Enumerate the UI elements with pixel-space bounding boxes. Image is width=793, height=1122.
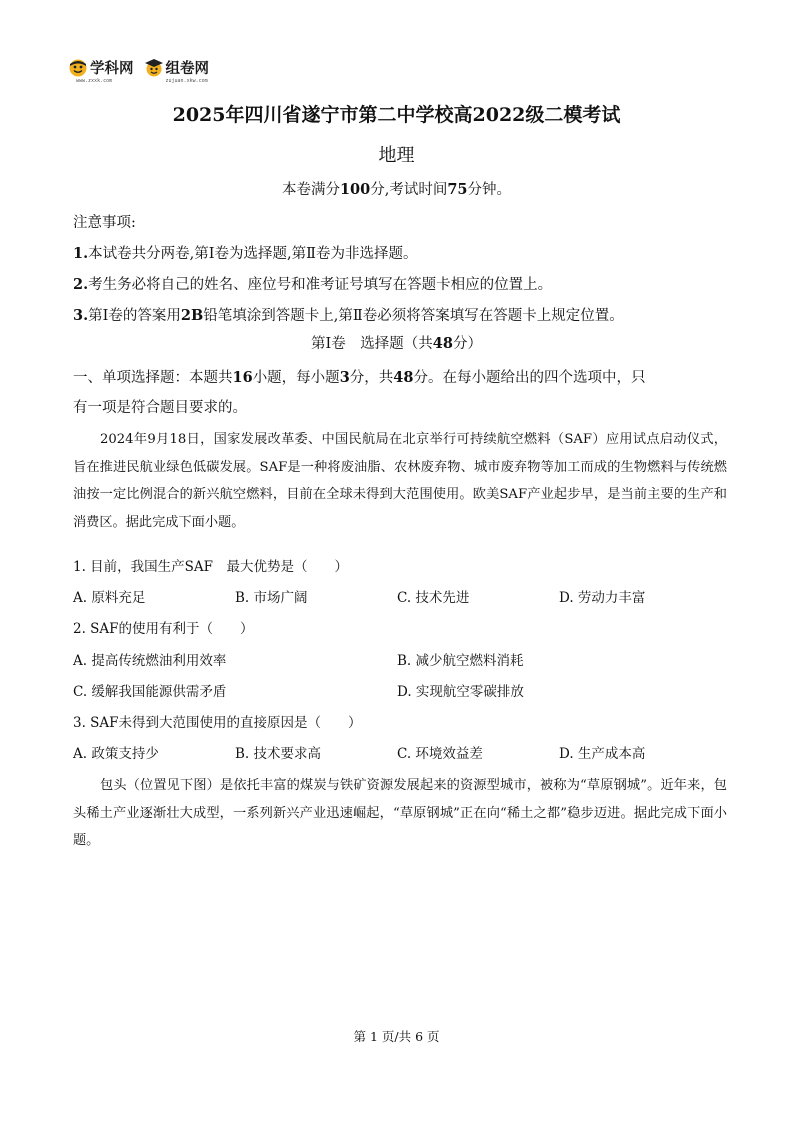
- q1-option-a[interactable]: A. 原料充足: [73, 590, 146, 606]
- note-text: 考生务必将自己的姓名、座位号和准考证号填写在答题卡相应的位置上。: [88, 277, 553, 293]
- instr-part: 一、单项选择题：本题共: [73, 370, 233, 386]
- q1-option-d[interactable]: D. 劳动力丰富: [559, 590, 646, 606]
- note-item-1: [73, 242, 417, 263]
- brand1-text: 学科网: [90, 60, 134, 77]
- note-text: 铅笔填涂到答题卡上,第Ⅱ卷必须将答案填写在答题卡上规定位置。: [203, 308, 624, 324]
- page-footer: 第 1 页/共 6 页: [353, 1029, 440, 1044]
- passage-saf-text: 2024年9月18日，国家发展改革委、中国民航局在北京举行可持续航空燃料（SAF）应用试点启动仪式，旨在推进民航业绿色低碳发展。SAF是一种将废油脂、农林废弃物、城市废弃物等加工而成的生物燃料与传统燃油按一定比例混合的新兴航空燃料，目前在全球未得到大范围使用。欧美SAF产业起步早，是当前主要的生产和消费区。据此完成下面小题。: [73, 432, 727, 530]
- section-title-post: 分）: [452, 336, 482, 352]
- instr-part: 分。在每小题给出的四个选项中，只: [413, 370, 646, 386]
- q2-option-a[interactable]: A. 提高传统燃油利用效率: [73, 653, 227, 669]
- graduation-cap-face-icon: [144, 57, 164, 77]
- score-time-line: [0, 178, 793, 199]
- exam-title: [0, 100, 793, 127]
- title-year: 2025: [172, 104, 226, 126]
- q3-option-d[interactable]: D. 生产成本高: [559, 746, 646, 762]
- title-grade: 2022: [472, 104, 526, 126]
- note-item-3: [73, 304, 624, 325]
- section-title-score: 48: [432, 335, 453, 352]
- q1-option-c[interactable]: C. 技术先进: [397, 590, 470, 606]
- title-school: 年四川省遂宁市第二中学校高: [225, 104, 473, 126]
- brand2-sub: zujuan.xkw.com: [165, 78, 208, 84]
- section-instructions-line2: 有一项是符合题目要求的。: [73, 400, 247, 416]
- q3-option-a[interactable]: A. 政策支持少: [73, 746, 159, 762]
- q3-option-c[interactable]: C. 环境效益差: [397, 746, 483, 762]
- passage-baotou: [73, 772, 727, 855]
- brand1-sub: www.zxxk.com: [76, 78, 113, 84]
- note-text: 第Ⅰ卷的答案用: [88, 308, 181, 324]
- question-2-stem: 2. SAF的使用有利于（ ）: [73, 621, 254, 637]
- instr-total: 48: [393, 369, 414, 386]
- passage-baotou-text: 包头（位置见下图）是依托丰富的煤炭与铁矿资源发展起来的资源型城市，被称为“草原钢城”。近年来，包头稀土产业逐渐壮大成型，一系列新兴产业迅速崛起，“草原钢城”正在向“稀土之都”稳步迈进。据此完成下面小题。: [73, 778, 727, 848]
- note-num: 1.: [73, 245, 89, 262]
- q3-option-b[interactable]: B. 技术要求高: [235, 746, 322, 762]
- zujuan-logo[interactable]: [144, 56, 210, 84]
- instr-score: 3: [339, 369, 350, 386]
- instr-part: 分，共: [349, 370, 394, 386]
- section-title-pre: 第Ⅰ卷 选择题（共: [311, 336, 433, 352]
- q1-option-b[interactable]: B. 市场广阔: [235, 590, 308, 606]
- score-post: 分钟。: [467, 182, 512, 198]
- question-1-stem: 1. 目前，我国生产SAF 最大优势是（ ）: [73, 559, 349, 575]
- q2-option-b[interactable]: B. 减少航空燃料消耗: [397, 653, 524, 669]
- title-exam: 级二模考试: [525, 104, 621, 126]
- zxxk-logo[interactable]: [68, 56, 134, 84]
- note-text: 本试卷共分两卷,第Ⅰ卷为选择题,第Ⅱ卷为非选择题。: [88, 246, 418, 262]
- score-pre: 本卷满分: [281, 182, 340, 198]
- note-item-2: [73, 273, 552, 294]
- time-value: 75: [447, 181, 468, 198]
- score-value: 100: [339, 181, 371, 198]
- note-num: 2.: [73, 276, 89, 293]
- subject-title: 地理: [378, 145, 415, 166]
- q2-option-d[interactable]: D. 实现航空零碳排放: [397, 684, 524, 700]
- instr-count: 16: [232, 369, 253, 386]
- instr-part: 小题，每小题: [252, 370, 340, 386]
- score-mid: 分,考试时间: [370, 182, 448, 198]
- section-instructions: [73, 366, 645, 387]
- passage-saf: [73, 426, 727, 536]
- question-3-stem: 3. SAF未得到大范围使用的直接原因是（ ）: [73, 715, 362, 731]
- smiley-face-icon: [68, 57, 88, 77]
- section-title: [0, 332, 793, 353]
- logo-bar: [68, 56, 219, 88]
- note-text-bold: 2B: [180, 307, 204, 324]
- notes-heading: 注意事项:: [73, 215, 136, 231]
- q2-option-c[interactable]: C. 缓解我国能源供需矛盾: [73, 684, 227, 700]
- note-num: 3.: [73, 307, 89, 324]
- brand2-text: 组卷网: [165, 60, 209, 77]
